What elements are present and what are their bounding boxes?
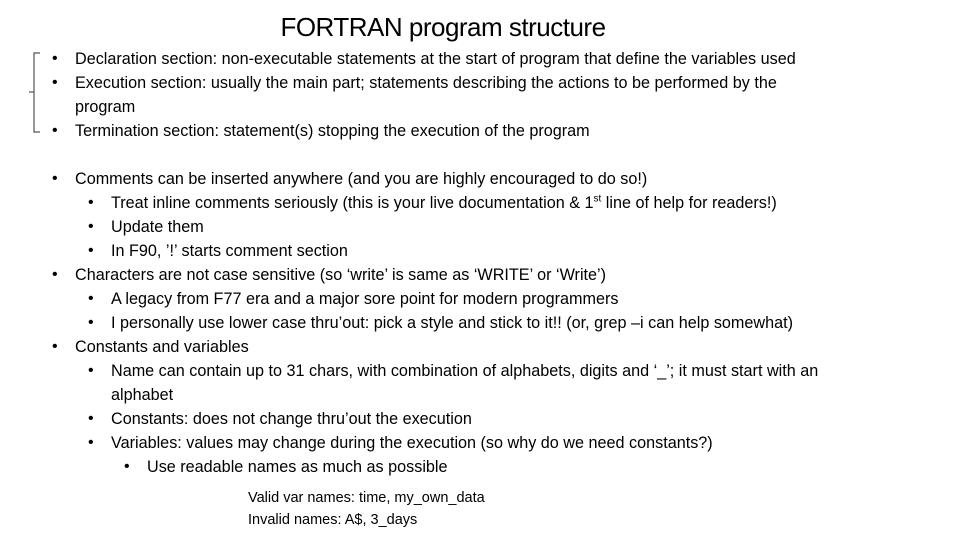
- bullet-icon: •: [88, 434, 94, 451]
- name-rules-point: Name can contain up to 31 chars, with combination of alphabets, digits and ‘_’; it must start with an: [111, 362, 819, 380]
- termination-section-text: Termination section: statement(s) stopping the execution of the program: [75, 122, 590, 140]
- case-sensitivity-point: Characters are not case sensitive (so ‘write’ is same as ‘WRITE’ or ‘Write’): [75, 266, 607, 284]
- inline-comments-text-end: line of help for readers!): [601, 194, 777, 212]
- bullet-icon: •: [88, 314, 94, 331]
- update-comments-point: Update them: [111, 218, 204, 236]
- constants-variables-point: Constants and variables: [75, 338, 249, 356]
- section-bracket: [28, 52, 48, 134]
- bullet-icon: •: [52, 266, 58, 283]
- declaration-section-text: Declaration section: non-executable statements at the start of program that define the variables used: [75, 50, 796, 68]
- execution-section-text-cont: program: [75, 98, 136, 116]
- lower-case-point: I personally use lower case thru’out: pick a style and stick to it!! (or, grep –i can help somewhat): [111, 314, 794, 332]
- bullet-icon: •: [88, 242, 94, 259]
- bullet-icon: •: [52, 170, 58, 187]
- bullet-icon: •: [52, 50, 58, 67]
- bullet-icon: •: [88, 218, 94, 235]
- constants-point: Constants: does not change thru’out the execution: [111, 410, 472, 428]
- variables-point: Variables: values may change during the execution (so why do we need constants?): [111, 434, 713, 452]
- bullet-icon: •: [52, 122, 58, 139]
- slide-title: FORTRAN program structure: [280, 12, 606, 42]
- legacy-point: A legacy from F77 era and a major sore point for modern programmers: [111, 290, 619, 308]
- comments-point: Comments can be inserted anywhere (and you are highly encouraged to do so!): [75, 170, 648, 188]
- invalid-names-example: Invalid names: A$, 3_days: [248, 512, 418, 528]
- bullet-icon: •: [88, 290, 94, 307]
- bullet-icon: •: [88, 194, 94, 211]
- bullet-icon: •: [88, 362, 94, 379]
- inline-comments-point: [111, 191, 777, 215]
- f90-comment-point: In F90, ’!’ starts comment section: [111, 242, 348, 260]
- bullet-icon: •: [52, 338, 58, 355]
- valid-names-example: Valid var names: time, my_own_data: [248, 490, 485, 506]
- inline-comments-text: Treat inline comments seriously (this is your live documentation & 1: [111, 194, 594, 212]
- superscript-st: st: [593, 193, 602, 205]
- name-rules-point-cont: alphabet: [111, 386, 174, 404]
- execution-section-text: Execution section: usually the main part; statements describing the actions to be performed by the: [75, 74, 777, 92]
- bullet-icon: •: [124, 458, 130, 475]
- bullet-icon: •: [52, 74, 58, 91]
- bullet-icon: •: [88, 410, 94, 427]
- readable-names-point: Use readable names as much as possible: [147, 458, 448, 476]
